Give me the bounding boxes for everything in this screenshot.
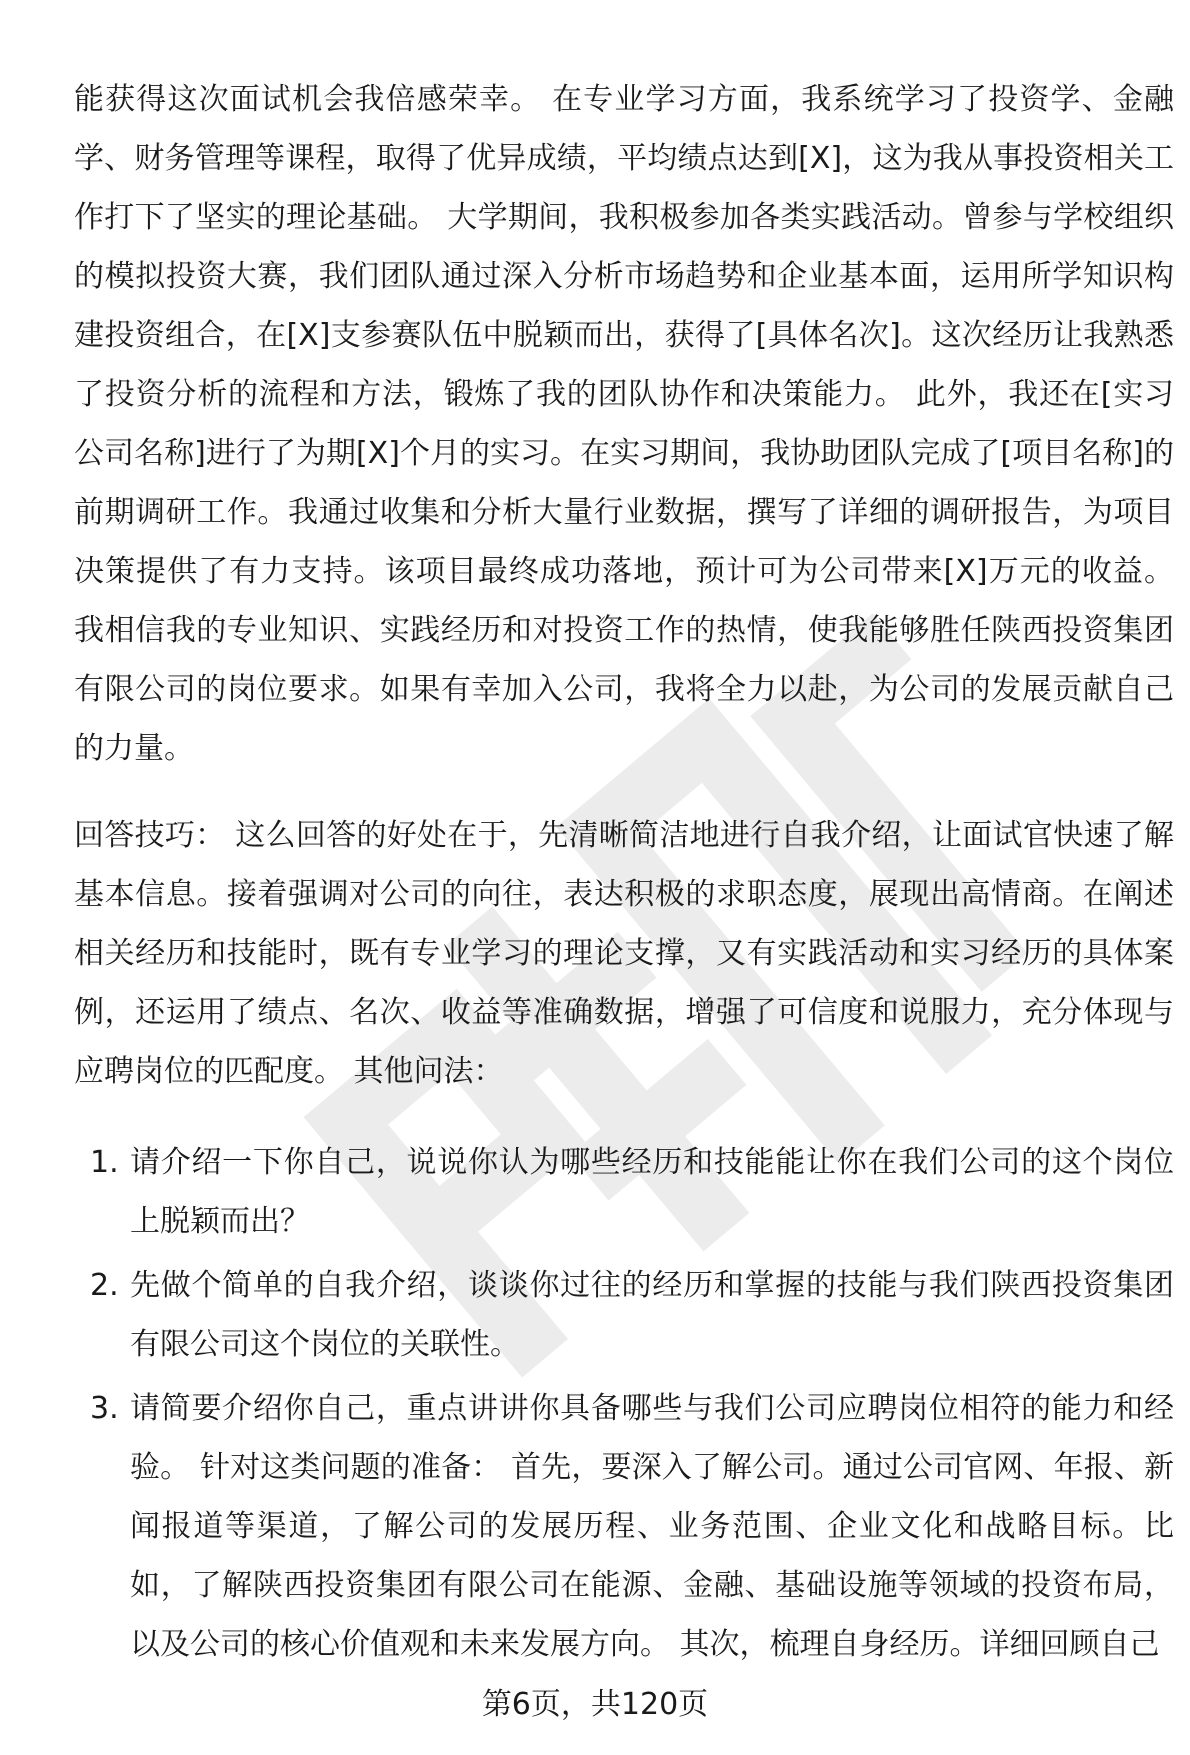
document-body — [74, 70, 1174, 1674]
list-number: 3. — [90, 1391, 119, 1426]
page-number: 第6页，共120页 — [481, 1687, 709, 1722]
answer-paragraph: 能获得这次面试机会我倍感荣幸。 在专业学习方面，我系统学习了投资学、金融学、财务管理等课程，取得了优异成绩，平均绩点达到[X]，这为我从事投资相关工作打下了坚实的理论基础。 大学期间，我积极参加各类实践活动。曾参与学校组织的模拟投资大赛，我们团队通过深入分析市场趋势和企业基本面，运用所学知识构建投资组合，在[X]支参赛队伍中脱颖而出，获得了[具体名次]。这次经历让我熟悉了投资分析的流程和方法，锻炼了我的团队协作和决策能力。 此外，我还在[实习公司名称]进行了为期[X]个月的实习。在实习期间，我协助团队完成了[项目名称]的前期调研工作。我通过收集和分析大量行业数据，撰写了详细的调研报告，为项目决策提供了有力支持。该项目最终成功落地，预计可为公司带来[X]万元的收益。 我相信我的专业知识、实践经历和对投资工作的热情，使我能够胜任陕西投资集团有限公司的岗位要求。如果有幸加入公司，我将全力以赴，为公司的发展贡献自己的力量。 — [74, 82, 1174, 766]
tips-paragraph: 回答技巧： 这么回答的好处在于，先清晰简洁地进行自我介绍，让面试官快速了解基本信息。接着强调对公司的向往，表达积极的求职态度，展现出高情商。在阐述相关经历和技能时，既有专业学习的理论支撑，又有实践活动和实习经历的具体案例，还运用了绩点、名次、收益等准确数据，增强了可信度和说服力，充分体现与应聘岗位的匹配度。 其他问法： — [74, 818, 1174, 1089]
alternative-questions-list — [74, 1133, 1174, 1674]
list-item-text: 请介绍一下你自己，说说你认为哪些经历和技能能让你在我们公司的这个岗位上脱颖而出？ — [130, 1145, 1174, 1239]
list-number: 2. — [90, 1268, 119, 1303]
list-item — [74, 1379, 1174, 1674]
list-number: 1. — [90, 1145, 119, 1180]
list-item — [74, 1256, 1174, 1374]
list-item-text: 请简要介绍你自己，重点讲讲你具备哪些与我们公司应聘岗位相符的能力和经验。 针对这类问题的准备： 首先，要深入了解公司。通过公司官网、年报、新闻报道等渠道，了解公司的发展历程、业务范围、企业文化和战略目标。比如，了解陕西投资集团有限公司在能源、金融、基础设施等领域的投资布局，以及公司的核心价值观和未来发展方向。 其次，梳理自身经历。详细回顾自己 — [130, 1391, 1174, 1662]
list-item — [74, 1133, 1174, 1251]
list-item-text: 先做个简单的自我介绍，谈谈你过往的经历和掌握的技能与我们陕西投资集团有限公司这个岗位的关联性。 — [130, 1268, 1174, 1362]
